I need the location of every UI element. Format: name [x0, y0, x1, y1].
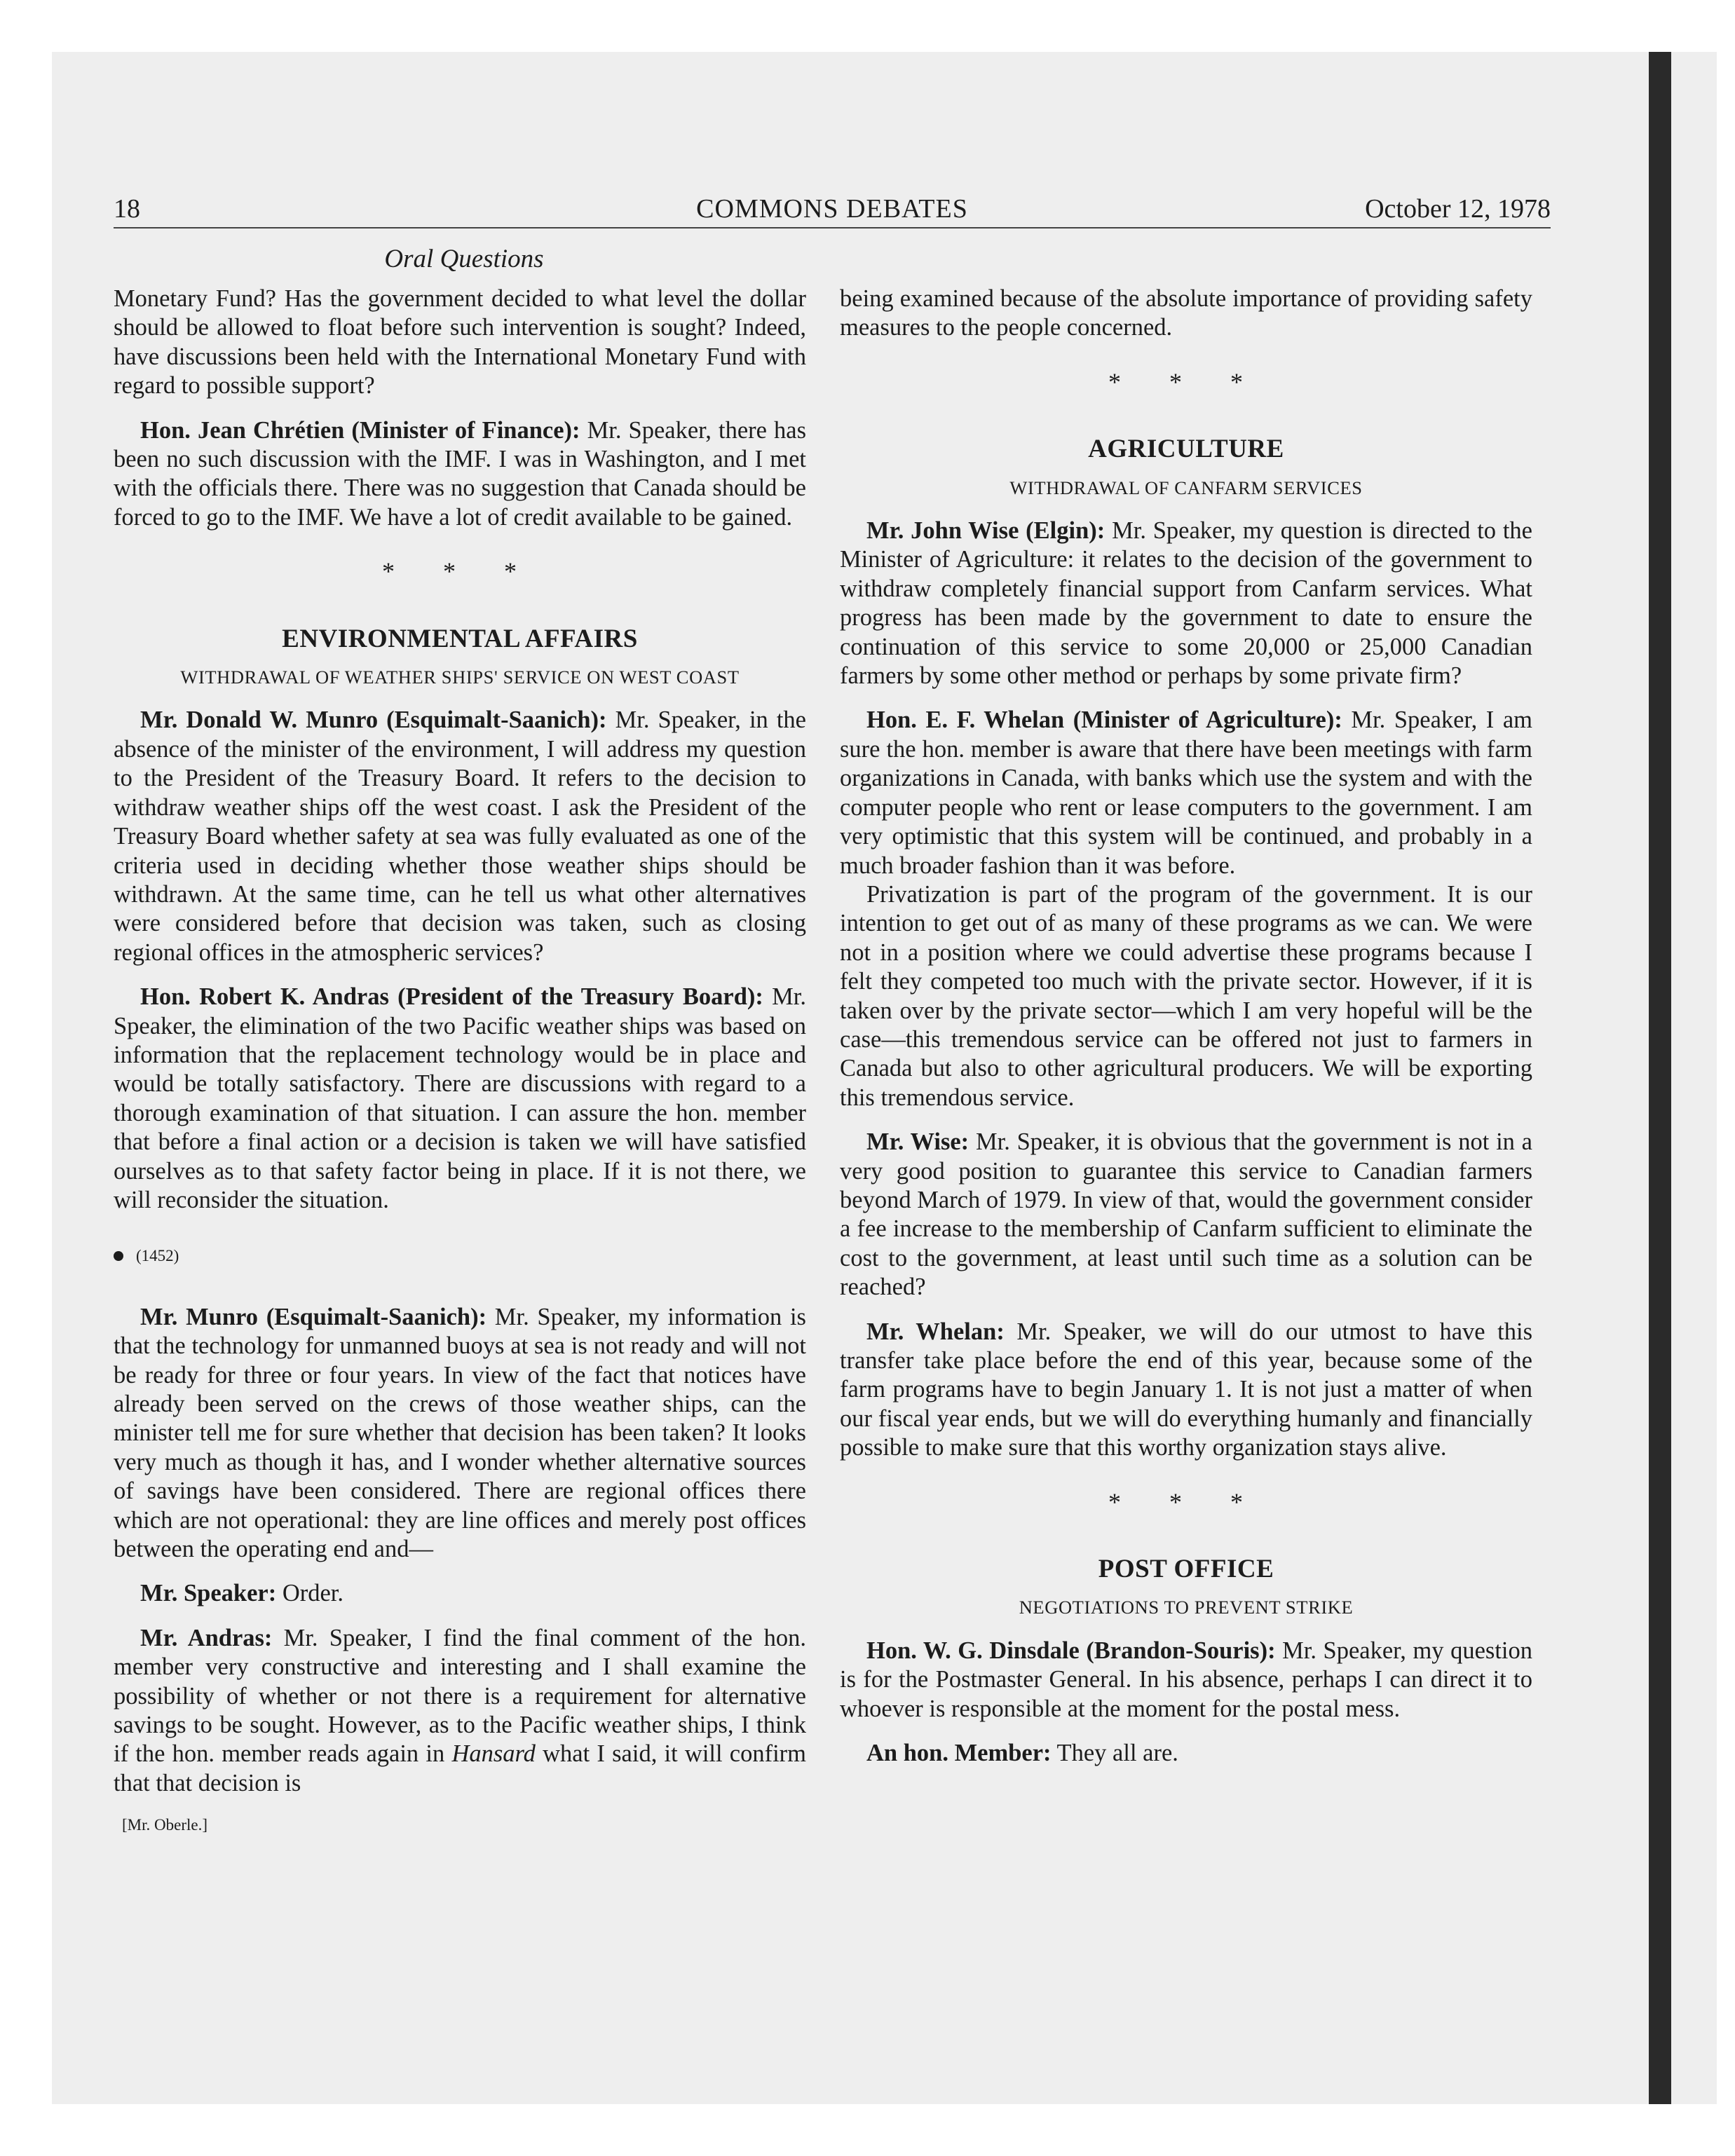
speech-text: Mr. Speaker, we will do our utmost to have this transfer take place before the end of this year, because some of the farm programs have to begin January 1. It is not just a matter of when our fiscal year ends, but we will do everything humanly and financially possible to make sure that this worthy organization stays alive. — [840, 1318, 1532, 1461]
section-subheading: WITHDRAWAL OF WEATHER SHIPS' SERVICE ON WEST COAST — [180, 667, 740, 688]
speech-text: Order. — [276, 1580, 344, 1607]
section-separator: * * * — [1108, 367, 1264, 396]
section-separator: * * * — [1108, 1487, 1264, 1516]
time-marker-text: (1452) — [136, 1247, 179, 1265]
publication-title: COMMONS DEBATES — [696, 194, 968, 224]
left-column — [114, 285, 806, 1840]
speech-text: Mr. Speaker, it is obvious that the government is not in a very good position to guarantee this service to Canadian farmers beyond March of 1979. In view of that, would the government consider a fee increase to the membership of Canfarm sufficient to eliminate the cost to the government, at least until such time as a solution can be reached? — [840, 1128, 1532, 1301]
paragraph — [114, 1303, 806, 1564]
speech-text: what I said, it will confirm that that decision is — [114, 1740, 806, 1796]
paragraph — [840, 517, 1532, 690]
paragraph — [114, 1624, 806, 1798]
section-heading: ENVIRONMENTAL AFFAIRS — [282, 624, 638, 653]
right-column — [840, 285, 1532, 1783]
page-date: October 12, 1978 — [1365, 194, 1551, 224]
paragraph — [840, 1128, 1532, 1302]
speaker-name: Hon. W. G. Dinsdale (Brandon-Souris): — [866, 1637, 1276, 1664]
time-marker — [114, 1241, 806, 1270]
speaker-name: Mr. Speaker: — [140, 1580, 277, 1607]
speaker-name: Mr. Andras: — [140, 1624, 273, 1651]
paragraph — [840, 1637, 1532, 1724]
paragraph — [114, 416, 806, 533]
speaker-name: Hon. Robert K. Andras (President of the Treasury Board): — [140, 983, 763, 1011]
paragraph — [840, 1318, 1532, 1463]
publication-name: Hansard — [451, 1740, 536, 1768]
speech-text: Mr. Speaker, there has been no such discussion with the IMF. I was in Washington, and I met with the officials there. There was no suggestion that Canada should be forced to go to the IMF. We have a lot of credit available to be gained. — [114, 416, 806, 531]
speech-text: Mr. Speaker, I find the final comment of the hon. member very constructive and interesting and I shall examine the possibility of whether or not there is a requirement for alternative savings to be sought. However, as to the Pacific weather ships, I think if the hon. member reads again in — [114, 1624, 806, 1768]
speaker-name: Mr. Donald W. Munro (Esquimalt-Saanich): — [140, 707, 607, 734]
page-header — [114, 195, 1551, 228]
speech-text: Mr. Speaker, my question is directed to the Minister of Agriculture: it relates to the decision of the government to withdraw completely financial support from Canfarm services. What progress has been made by the government to date to ensure the continuation of this service to some 20,000 or 25,000 Canadian farmers by some other method or perhaps by some private firm? — [840, 517, 1532, 690]
paragraph: Privatization is part of the program of the government. It is our intention to get out of as many of these programs as we can. We were not in a position where we could advertise these programs because I felt they competed too much with the private sector. However, if it is taken over by the private sector—which I am very hopeful will be the case—this tremendous service can be offered not just to farmers in Canada but also to other agricultural producers. We will be exporting this tremendous service. — [840, 880, 1532, 1111]
speaker-name: Mr. John Wise (Elgin): — [866, 517, 1105, 545]
speaker-name: Hon. Jean Chrétien (Minister of Finance): — [140, 416, 580, 444]
speech-text: Mr. Speaker, the elimination of the two Pacific weather ships was based on information that the replacement technology would be in place and would be totally satisfactory. There are discussions with regard to a thorough examination of that situation. I can assure the hon. member that before a final action or a decision is taken we will have satisfied ourselves as to that safety factor being in place. If it is not there, we will reconsider the situation. — [114, 983, 806, 1213]
speaker-name: Mr. Wise: — [866, 1128, 969, 1156]
section-heading: AGRICULTURE — [1088, 435, 1284, 464]
bullet-icon — [114, 1251, 123, 1261]
speech-text: Mr. Speaker, in the absence of the minister of the environment, I will address my question to the President of the Treasury Board. It refers to the decision to withdraw weather ships off the west coast. I ask the President of the Treasury Board whether safety at sea was fully evaluated as one of the criteria used in deciding whether those weather ships should be withdrawn. At the same time, can he tell us what other alternatives were considered before that decision was taken, such as closing regional offices in the atmospheric services? — [114, 707, 806, 966]
section-subheading: WITHDRAWAL OF CANFARM SERVICES — [1009, 477, 1363, 498]
speaker-name: An hon. Member: — [866, 1740, 1052, 1767]
paragraph: Monetary Fund? Has the government decided to what level the dollar should be allowed to float before such intervention is sought? Indeed, have discussions been held with the International Monetary Fund with regard to possible support? — [114, 285, 806, 400]
scan-edge-bar — [1649, 52, 1671, 2104]
paragraph — [114, 1579, 806, 1608]
speech-text: Mr. Speaker, I am sure the hon. member is aware that there have been meetings with farm organizations in Canada, with banks which use the system and with the computer people who rent or lease computers to the government. I am very optimistic that this system will be continued, and probably in a much broader fashion than it was before. — [840, 707, 1532, 879]
footnote: [Mr. Oberle.] — [122, 1816, 207, 1834]
speech-text: Mr. Speaker, my question is for the Postmaster General. In his absence, perhaps I can direct it to whoever is responsible at the moment for the postal mess. — [840, 1637, 1532, 1722]
speaker-name: Mr. Whelan: — [866, 1318, 1005, 1345]
section-heading: POST OFFICE — [1098, 1555, 1274, 1584]
section-subheading: NEGOTIATIONS TO PREVENT STRIKE — [1019, 1597, 1354, 1618]
page-number: 18 — [114, 194, 140, 224]
paragraph — [840, 706, 1532, 880]
paragraph: being examined because of the absolute importance of providing safety measures to the people concerned. — [840, 285, 1532, 341]
speaker-name: Mr. Munro (Esquimalt-Saanich): — [140, 1303, 487, 1330]
paragraph — [114, 983, 806, 1215]
paragraph — [114, 706, 806, 967]
speech-text: Mr. Speaker, my information is that the technology for unmanned buoys at sea is not ready and will not be ready for three or four years. In view of the fact that notices have already been served on the crews of those weather ships, can the minister tell me for sure whether that decision has been taken? It looks very much as though it has, and I wonder whether alternative sources of savings have been considered. There are regional offices there which are not operational: they are line offices and merely post offices between the operating end and— — [114, 1303, 806, 1563]
running-head: Oral Questions — [384, 245, 544, 273]
speaker-name: Hon. E. F. Whelan (Minister of Agriculture): — [866, 707, 1342, 734]
paragraph — [840, 1739, 1532, 1768]
section-separator: * * * — [382, 557, 538, 586]
speech-text: They all are. — [1051, 1740, 1178, 1767]
